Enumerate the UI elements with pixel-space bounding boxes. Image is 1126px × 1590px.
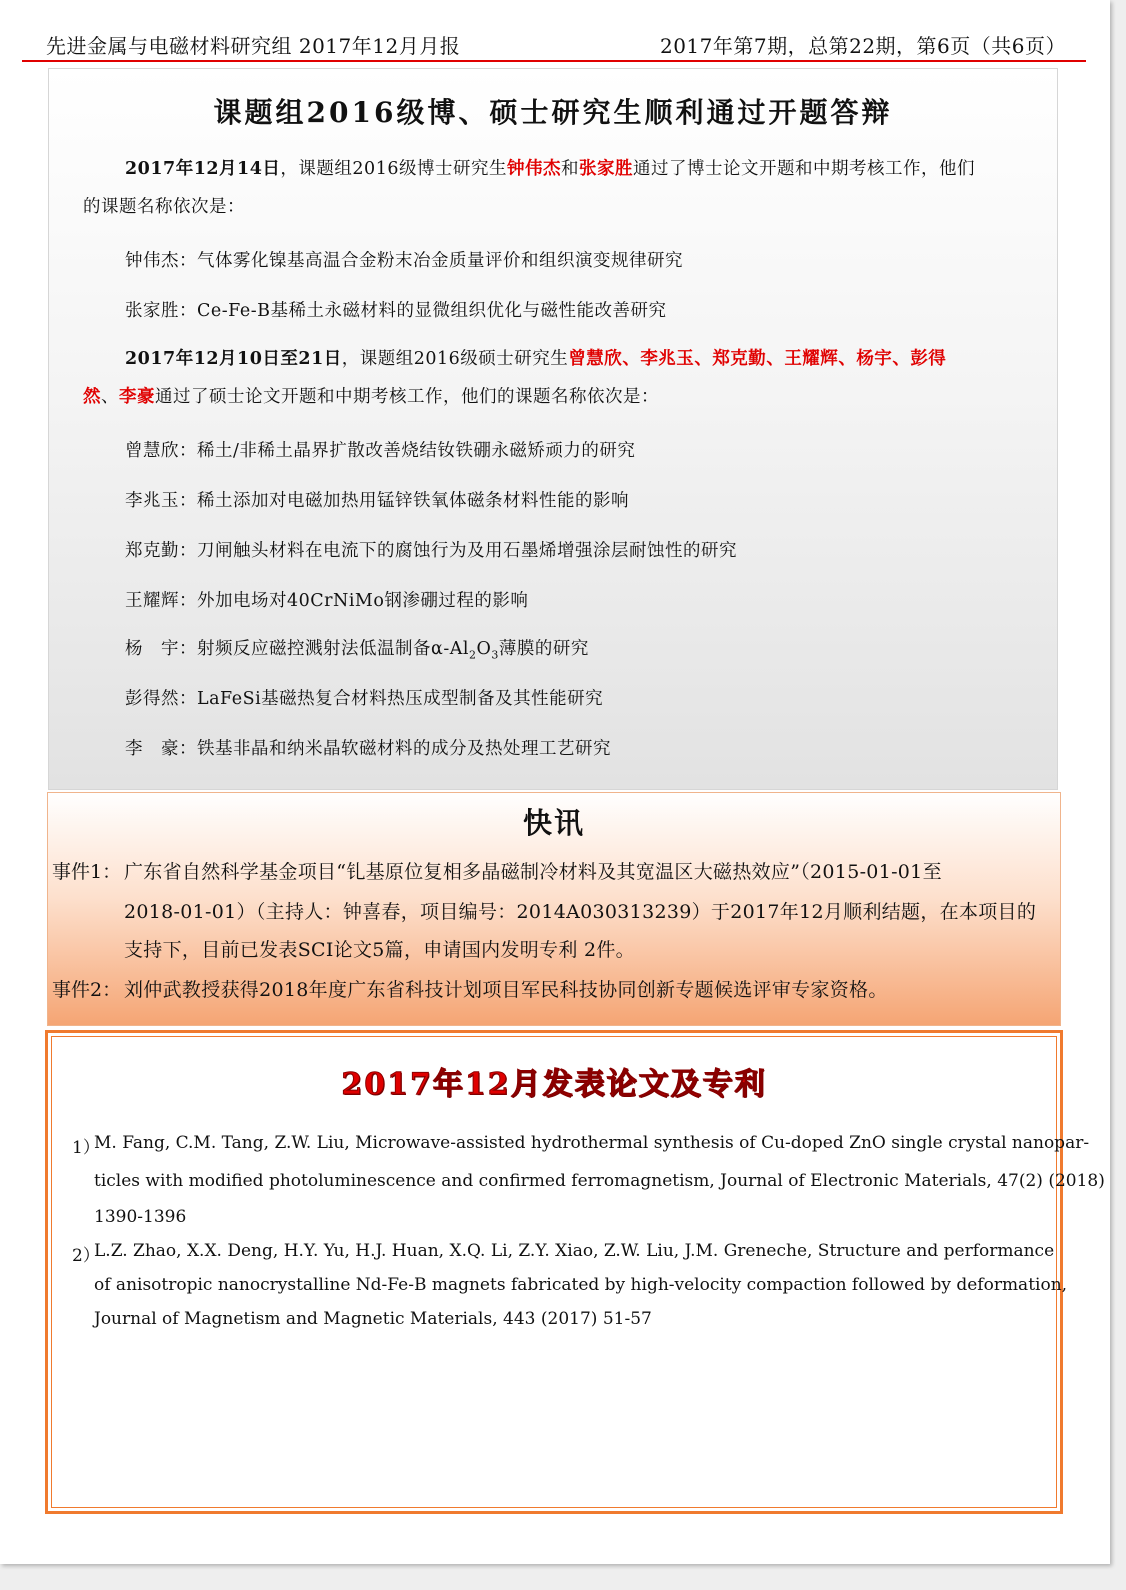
ms-topic-yang-suffix: 薄膜的研究 [498,639,589,659]
phd-and: 和 [560,159,579,179]
ms-name: 彭得 [910,349,947,369]
ms-topic-yang-mid: O [476,639,492,659]
phd-date: 2017年12月14日 [125,159,281,179]
reference-line: M. Fang, C.M. Tang, Z.W. Liu, Microwave-assisted hydrothermal synthesis of Cu-doped ZnO single crystal nanopar- [94,1133,1090,1153]
ms-date: 2017年12月10日至21日 [125,349,342,369]
header-issue-info: 2017年第7期，总第22期，第6页（共6页） [659,34,1066,58]
ms-sep: 、 [694,349,713,369]
event-1-line: 广东省自然科学基金项目“钆基原位复相多晶磁制冷材料及其宽温区大磁热效应”（2015-01-01至 [124,861,942,883]
ms-name: 郑克勤 [712,349,767,369]
event-2-label: 事件2： [52,979,122,1001]
phd-topic: 钟伟杰：气体雾化镍基高温合金粉末冶金质量评价和组织演变规律研究 [125,251,683,271]
phd-name-2: 张家胜 [578,159,633,179]
publications-inner-frame [51,1036,1105,1508]
event-1-label: 事件1： [52,861,122,883]
ms-topic: 曾慧欣：稀土/非稀土晶界扩散改善烧结钕铁硼永磁矫顽力的研究 [125,441,636,461]
ms-sep: 、 [766,349,785,369]
phd-paragraph-line2: 的课题名称依次是： [83,197,245,217]
header-divider [22,60,1086,62]
thesis-defense-section [48,68,1058,790]
ms-text-a: ，课题组2016级硕士研究生 [341,349,569,369]
phd-topic: 张家胜：Ce-Fe-B基稀土永磁材料的显微组织优化与磁性能改善研究 [125,301,667,321]
reference-line: L.Z. Zhao, X.X. Deng, H.Y. Yu, H.J. Huan, X.Q. Li, Z.Y. Xiao, Z.W. Liu, J.M. Greneche, Structure and performance [94,1241,1055,1261]
event-1-line: 支持下，目前已发表SCI论文5篇，申请国内发明专利 2件。 [124,939,635,961]
subscript: 2 [468,648,477,662]
ms-topic [125,635,589,662]
ms-paragraph-line2 [83,385,659,409]
phd-paragraph-line1 [125,157,975,181]
reference-number: 1） [72,1138,100,1158]
ms-name: 李豪 [119,387,155,407]
reference-line: 1390-1396 [94,1207,187,1227]
subscript: 3 [491,648,499,662]
ms-topic: 李 豪：铁基非晶和纳米晶软磁材料的成分及热处理工艺研究 [125,739,611,759]
ms-sep: 、 [838,349,857,369]
publications-section [45,1030,1105,1514]
phd-text-b: 通过了博士论文开题和中期考核工作，他们 [632,159,975,179]
reference-number: 2） [72,1246,100,1266]
ms-topic: 郑克勤：刀闸触头材料在电流下的腐蚀行为及用石墨烯增强涂层耐蚀性的研究 [125,541,737,561]
reference-line: ticles with modified photoluminescence and confirmed ferromagnetism, Journal of Electronic Materials, 47(2) (2018) [94,1171,1105,1191]
ms-topic-yang-text: 杨 宇：射频反应磁控溅射法低温制备α-Al [125,639,469,659]
event-2-text: 刘仲武教授获得2018年度广东省科技计划项目军民科技协同创新专题候选评审专家资格。 [124,979,888,1001]
ms-name: 曾慧欣 [568,349,623,369]
ms-topic: 彭得然：LaFeSi基磁热复合材料热压成型制备及其性能研究 [125,689,604,709]
ms-topic: 李兆玉：稀土添加对电磁加热用锰锌铁氧体磁条材料性能的影响 [125,491,629,511]
page-header [46,30,1066,60]
phd-name-1: 钟伟杰 [506,159,561,179]
section-title-publications: 2017年12月发表论文及专利 [341,1067,767,1102]
ms-topic: 王耀辉：外加电场对40CrNiMo钢渗硼过程的影响 [125,591,529,611]
news-flash-section [47,792,1061,1026]
ms-name-cont: 然 [83,387,101,407]
ms-text-b: 通过了硕士论文开题和中期考核工作，他们的课题名称依次是： [155,387,659,407]
ms-name: 杨宇 [856,349,893,369]
ms-paragraph-line1 [125,347,946,371]
event-1-line: 2018-01-01）（主持人：钟喜春，项目编号：2014A030313239）于2017年12月顺利结题，在本项目的 [124,901,1037,923]
ms-name: 李兆玉 [640,349,695,369]
ms-sep: 、 [622,349,641,369]
ms-sep: 、 [892,349,911,369]
section-title-defense: 课题组2016级博、硕士研究生顺利通过开题答辩 [213,96,893,129]
header-title: 先进金属与电磁材料研究组 2017年12月月报 [46,34,461,58]
section-title-news: 快讯 [522,806,585,840]
reference-line: Journal of Magnetism and Magnetic Materials, 443 (2017) 51-57 [94,1309,652,1329]
phd-text-a: ，课题组2016级博士研究生 [280,159,507,179]
ms-name: 王耀辉 [784,349,839,369]
reference-line: of anisotropic nanocrystalline Nd-Fe-B magnets fabricated by high-velocity compaction followed by deformation, [94,1275,1068,1295]
ms-sep: 、 [101,387,119,407]
